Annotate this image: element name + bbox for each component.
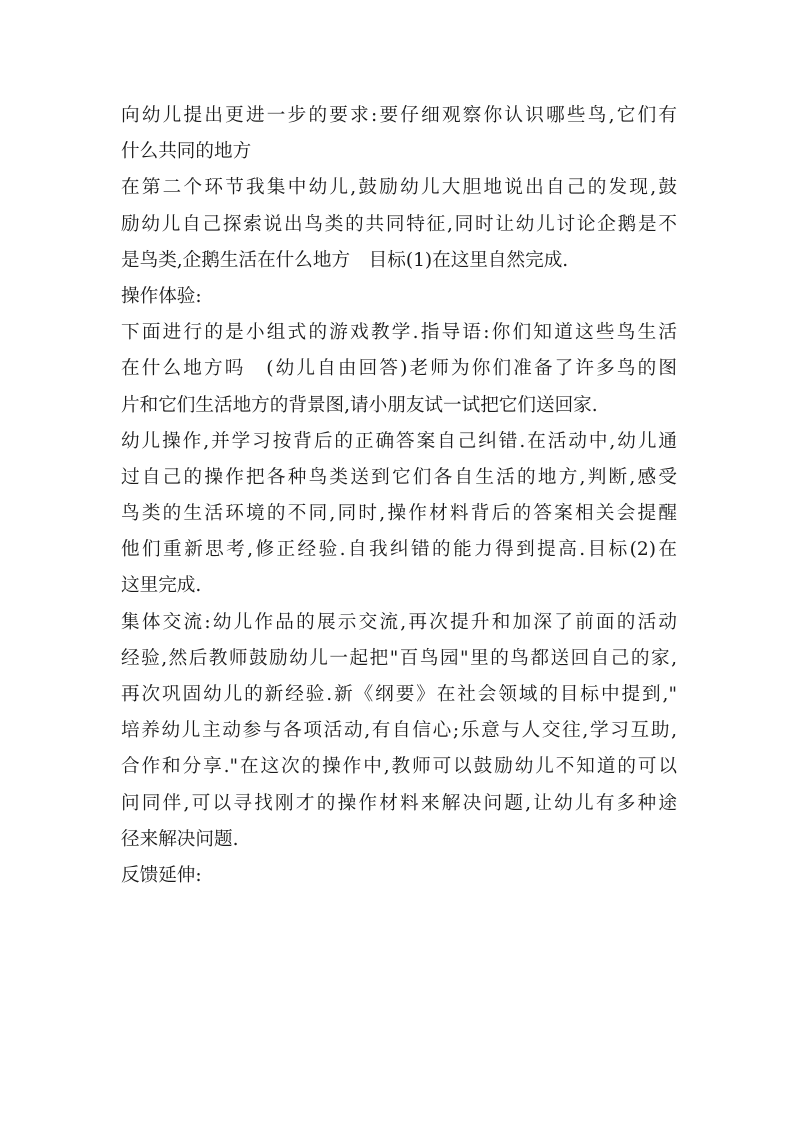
text-line: 再次巩固幼儿的新经验.新《纲要》在社会领域的目标中提到," — [121, 684, 677, 705]
text-line: 问同伴,可以寻找刚才的操作材料来解决问题,让幼儿有多种途 — [121, 792, 677, 814]
text-line: 过自己的操作把各种鸟类送到它们各自生活的地方,判断,感受 — [121, 466, 677, 488]
text-line: 是鸟类,企鹅生活在什么地方 目标(1)在这里自然完成. — [121, 249, 569, 271]
text-line: 励幼儿自己探索说出鸟类的共同特征,同时让幼儿讨论企鹅是不 — [121, 213, 677, 235]
text-line: 培养幼儿主动参与各项活动,有自信心;乐意与人交往,学习互助, — [121, 720, 677, 742]
text-line: 向幼儿提出更进一步的要求:要仔细观察你认识哪些鸟,它们有 — [121, 105, 677, 126]
section-heading: 操作体验: — [121, 285, 202, 307]
text-line: 片和它们生活地方的背景图,请小朋友试一试把它们送回家. — [121, 394, 598, 416]
text-line: 在什么地方吗 (幼儿自由回答)老师为你们准备了许多鸟的图 — [121, 358, 677, 380]
text-line: 径来解决问题. — [121, 828, 239, 850]
text-line: 这里完成. — [121, 575, 202, 597]
document-body — [121, 98, 677, 894]
text-line: 什么共同的地方 — [121, 141, 252, 163]
text-line: 在第二个环节我集中幼儿,鼓励幼儿大胆地说出自己的发现,鼓 — [121, 177, 677, 199]
text-line: 集体交流:幼儿作品的展示交流,再次提升和加深了前面的活动 — [121, 611, 677, 633]
text-line: 经验,然后教师鼓励幼儿一起把"百鸟园"里的鸟都送回自己的家, — [121, 647, 677, 669]
text-line: 下面进行的是小组式的游戏教学.指导语:你们知道这些鸟生活 — [121, 322, 677, 344]
text-line: 他们重新思考,修正经验.自我纠错的能力得到提高.目标(2)在 — [121, 539, 677, 561]
section-heading: 反馈延伸: — [121, 864, 202, 886]
text-line: 幼儿操作,并学习按背后的正确答案自己纠错.在活动中,幼儿通 — [121, 430, 677, 452]
text-line: 合作和分享."在这次的操作中,教师可以鼓励幼儿不知道的可以 — [121, 756, 677, 778]
text-line: 鸟类的生活环境的不同,同时,操作材料背后的答案相关会提醒 — [121, 503, 677, 525]
